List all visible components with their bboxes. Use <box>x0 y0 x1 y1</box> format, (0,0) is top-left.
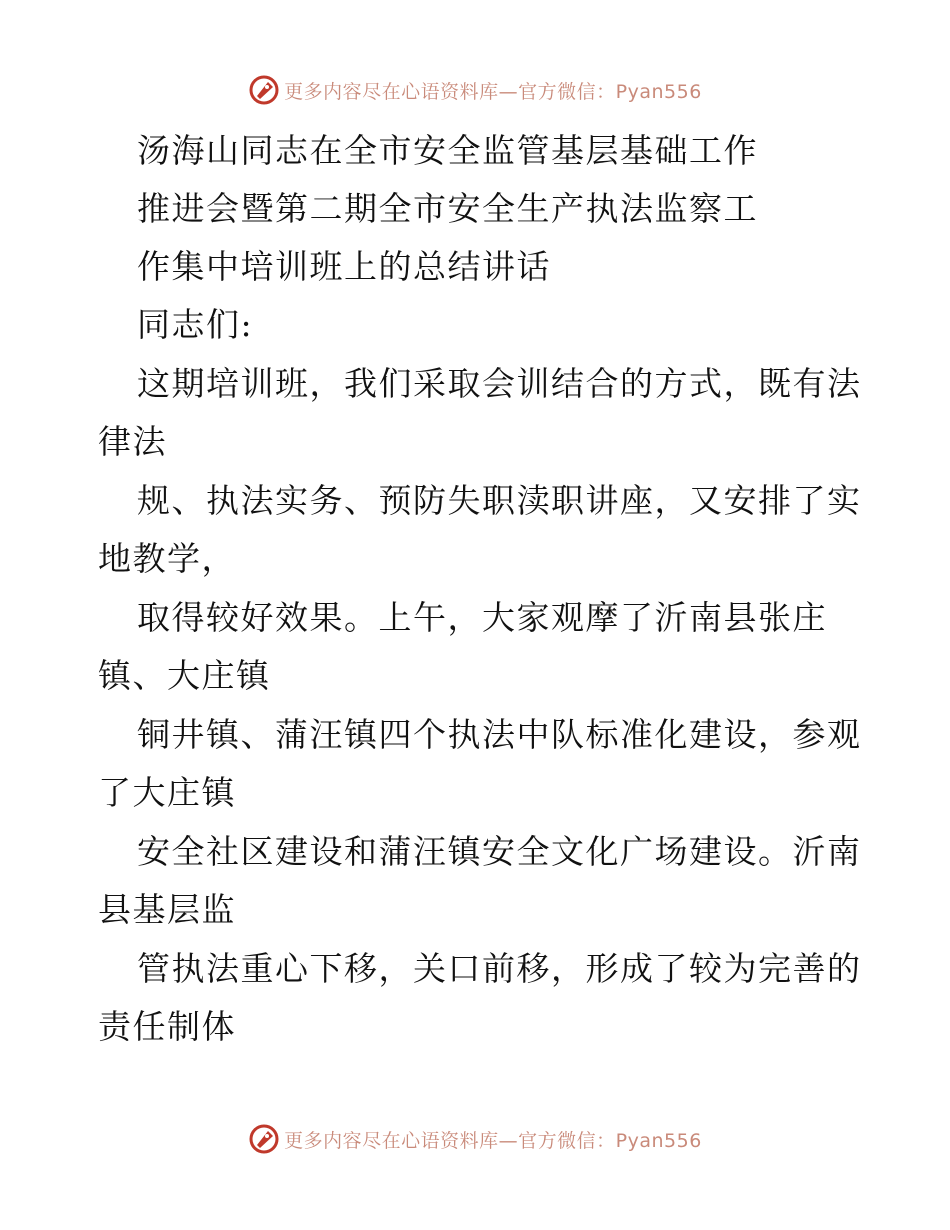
title-line-1: 汤海山同志在全市安全监管基层基础工作 <box>137 131 758 170</box>
paragraph-line: 规、执法实务、预防失职渎职讲座，又安排了实 <box>137 481 862 520</box>
paragraph-line: 这期培训班，我们采取会训结合的方式，既有法 <box>137 364 862 403</box>
title-line-2: 推进会暨第二期全市安全生产执法监察工 <box>137 189 758 228</box>
paragraph-line: 了大庄镇 <box>98 773 236 812</box>
paragraph-line: 取得较好效果。上午，大家观摩了沂南县张庄 <box>137 598 827 637</box>
salutation: 同志们: <box>137 305 254 344</box>
pen-nib-circle-icon <box>248 74 280 106</box>
paragraph-line: 铜井镇、蒲汪镇四个执法中队标准化建设，参观 <box>137 715 862 754</box>
pen-nib-circle-icon <box>248 1123 280 1155</box>
paragraph-line: 县基层监 <box>98 890 236 929</box>
paragraph-line: 镇、大庄镇 <box>98 656 271 695</box>
paragraph-line: 地教学， <box>98 539 236 578</box>
watermark-header <box>0 72 950 108</box>
watermark-text: 更多内容尽在心语资料库—官方微信：Pyan556 <box>284 1129 702 1152</box>
title-line-3: 作集中培训班上的总结讲话 <box>137 247 551 286</box>
paragraph-line: 管执法重心下移，关口前移，形成了较为完善的 <box>137 949 862 988</box>
paragraph-line: 安全社区建设和蒲汪镇安全文化广场建设。沂南 <box>137 832 862 871</box>
paragraph-line: 责任制体 <box>98 1007 236 1046</box>
watermark-footer <box>0 1121 950 1157</box>
paragraph-line: 律法 <box>98 422 167 461</box>
watermark-text: 更多内容尽在心语资料库—官方微信：Pyan556 <box>284 80 702 103</box>
